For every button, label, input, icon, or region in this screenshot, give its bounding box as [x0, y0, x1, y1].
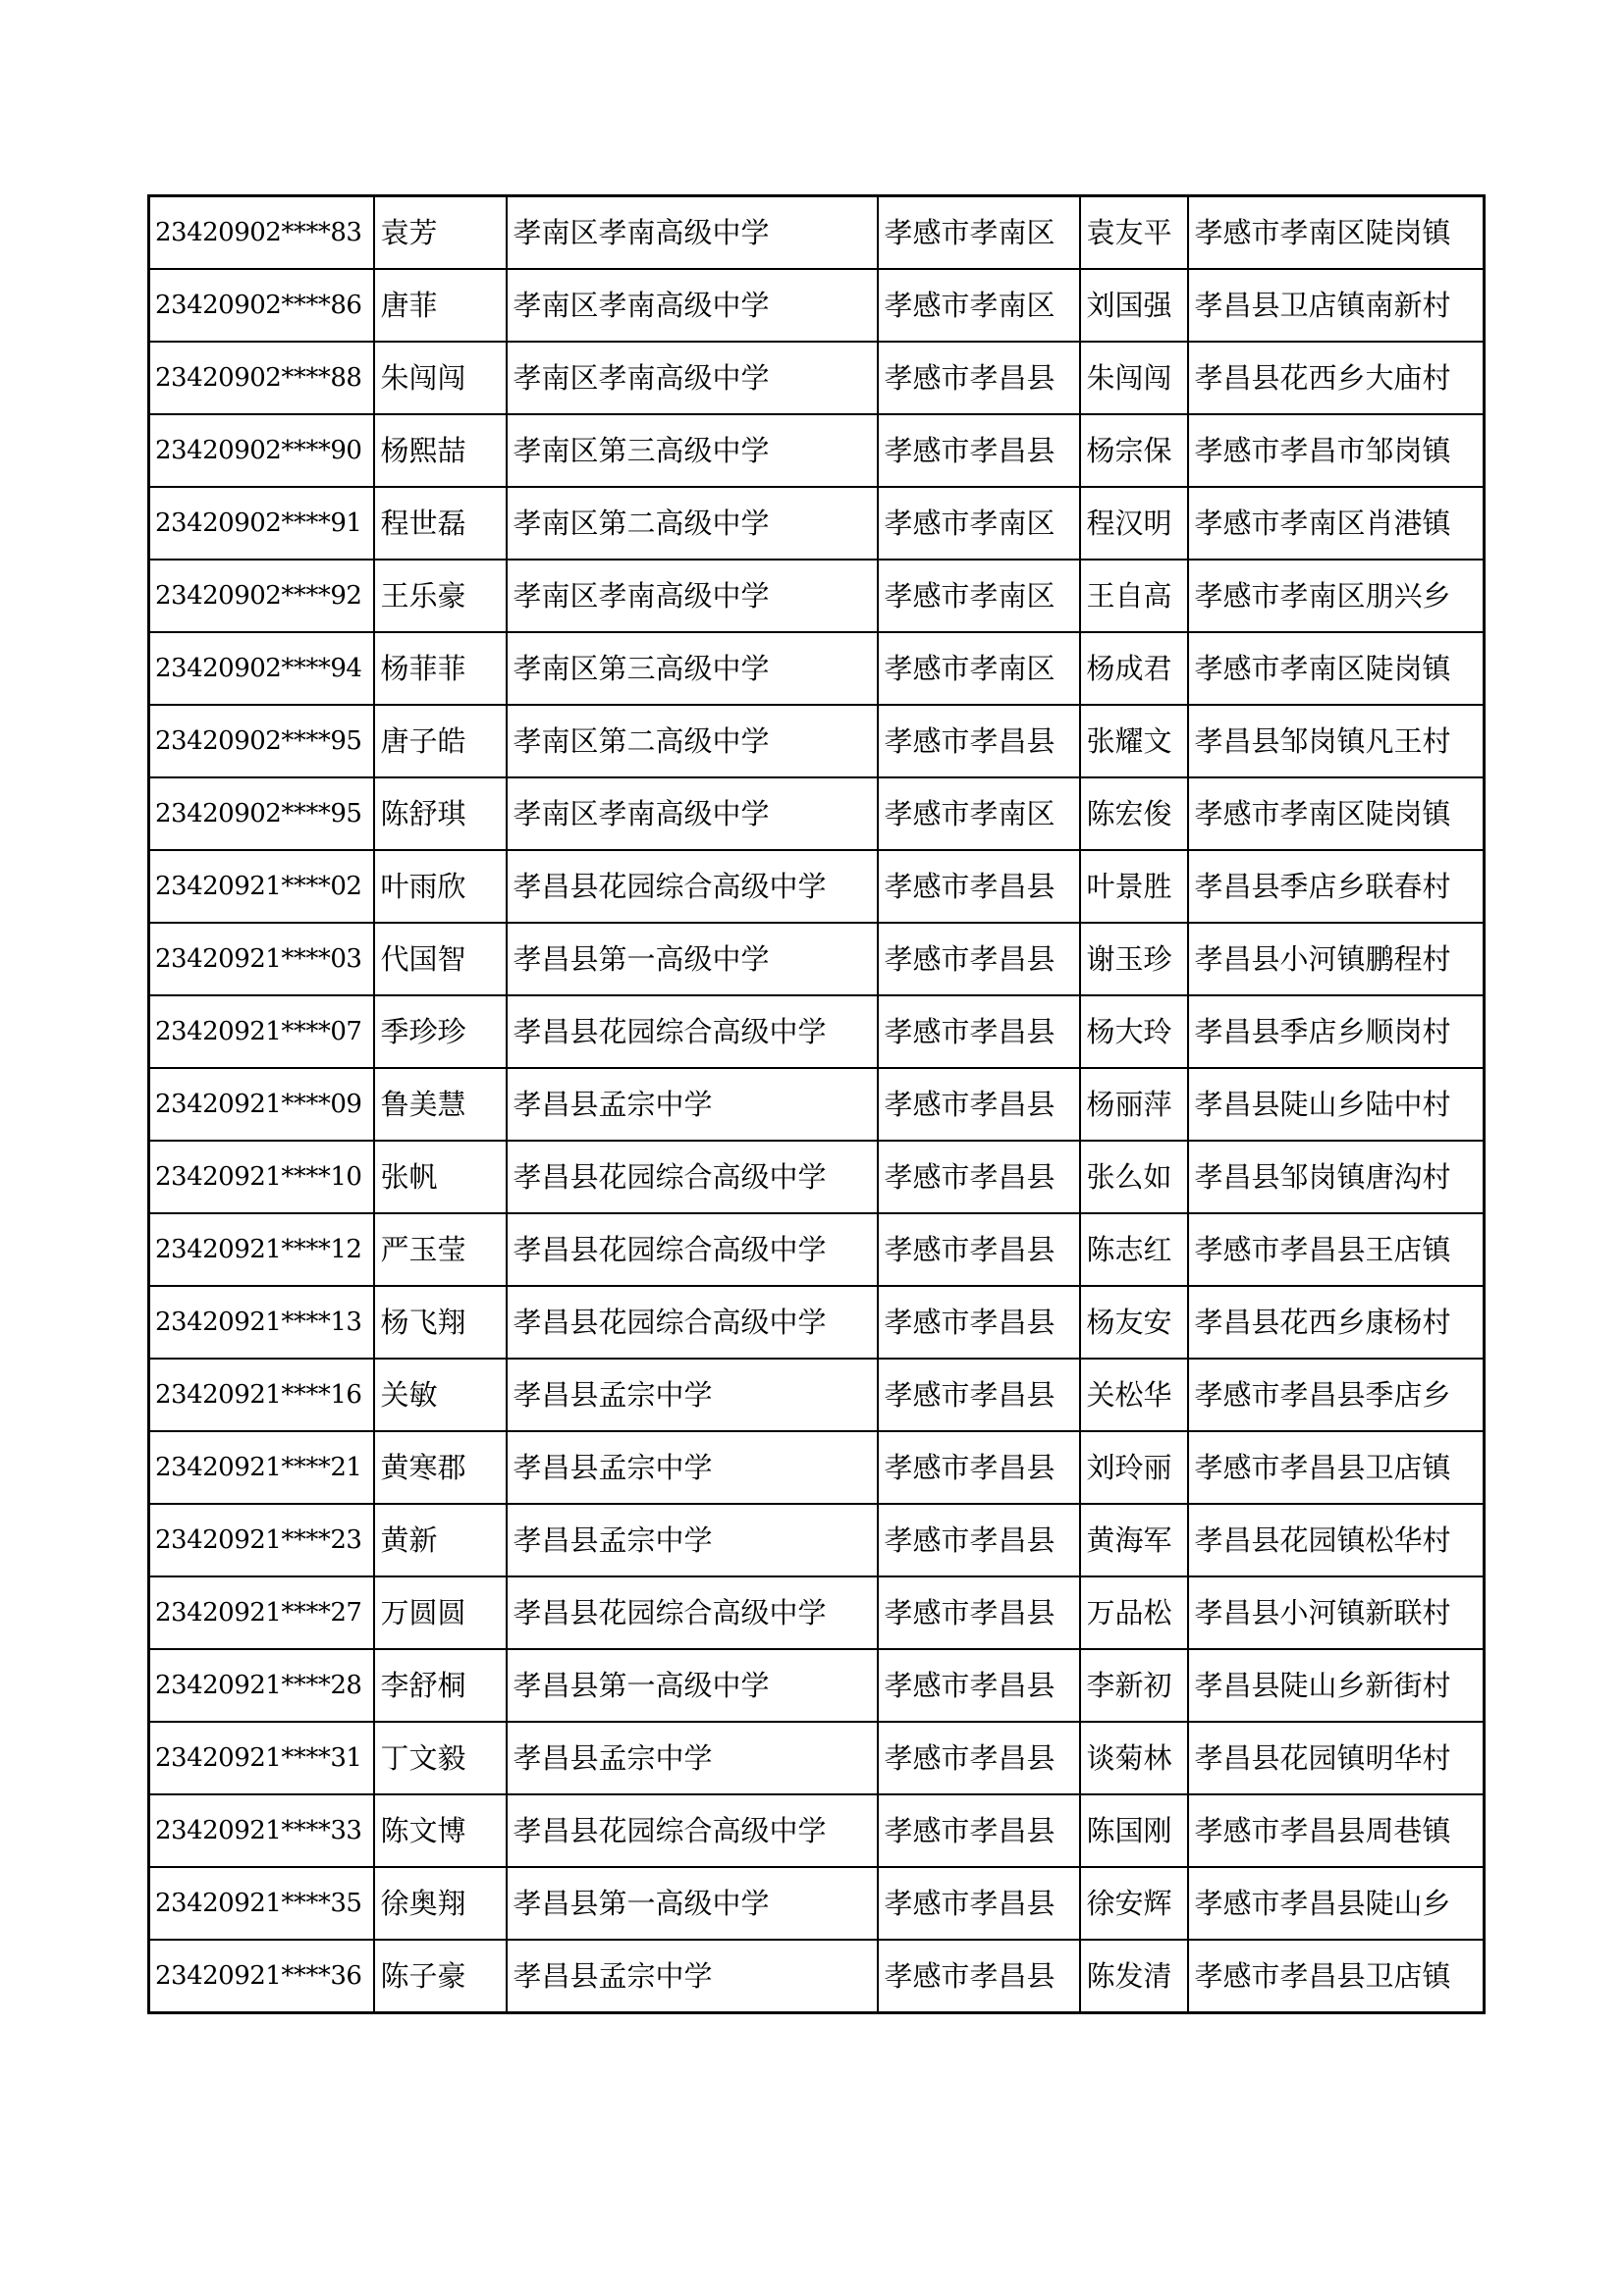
student-id-cell: 23420921****33	[149, 1794, 374, 1867]
guardian-name-cell: 朱闯闯	[1080, 342, 1188, 414]
address-cell: 孝昌县邹岗镇唐沟村	[1188, 1141, 1485, 1213]
student-name-cell: 关敏	[374, 1359, 507, 1431]
student-id-cell: 23420921****36	[149, 1940, 374, 2013]
table-row	[149, 1286, 1485, 1359]
address-cell: 孝昌县花园镇明华村	[1188, 1722, 1485, 1794]
student-name-cell: 唐子皓	[374, 705, 507, 777]
address-cell: 孝感市孝南区陡岗镇	[1188, 632, 1485, 705]
table-row	[149, 632, 1485, 705]
student-id-cell: 23420902****92	[149, 560, 374, 632]
student-id-cell: 23420921****35	[149, 1867, 374, 1940]
student-name-cell: 鲁美慧	[374, 1068, 507, 1141]
address-cell: 孝昌县小河镇鹏程村	[1188, 923, 1485, 995]
student-id-cell: 23420902****90	[149, 414, 374, 487]
school-cell: 孝昌县孟宗中学	[507, 1431, 878, 1504]
region-cell: 孝感市孝南区	[878, 777, 1080, 850]
student-name-cell: 叶雨欣	[374, 850, 507, 923]
address-cell: 孝昌县小河镇新联村	[1188, 1576, 1485, 1649]
region-cell: 孝感市孝昌县	[878, 1794, 1080, 1867]
table-row	[149, 1359, 1485, 1431]
school-cell: 孝昌县第一高级中学	[507, 1867, 878, 1940]
table-row	[149, 1576, 1485, 1649]
student-id-cell: 23420921****28	[149, 1649, 374, 1722]
student-id-cell: 23420902****95	[149, 705, 374, 777]
school-cell: 孝南区孝南高级中学	[507, 196, 878, 270]
guardian-name-cell: 张么如	[1080, 1141, 1188, 1213]
address-cell: 孝昌县花西乡康杨村	[1188, 1286, 1485, 1359]
region-cell: 孝感市孝南区	[878, 632, 1080, 705]
guardian-name-cell: 关松华	[1080, 1359, 1188, 1431]
student-name-cell: 杨熙喆	[374, 414, 507, 487]
region-cell: 孝感市孝昌县	[878, 1431, 1080, 1504]
table-row	[149, 269, 1485, 342]
school-cell: 孝昌县花园综合高级中学	[507, 1141, 878, 1213]
address-cell: 孝昌县花西乡大庙村	[1188, 342, 1485, 414]
region-cell: 孝感市孝昌县	[878, 1504, 1080, 1576]
address-cell: 孝感市孝南区肖港镇	[1188, 487, 1485, 560]
region-cell: 孝感市孝南区	[878, 560, 1080, 632]
student-id-cell: 23420902****86	[149, 269, 374, 342]
address-cell: 孝感市孝南区朋兴乡	[1188, 560, 1485, 632]
student-id-cell: 23420921****27	[149, 1576, 374, 1649]
school-cell: 孝昌县花园综合高级中学	[507, 850, 878, 923]
region-cell: 孝感市孝昌县	[878, 1722, 1080, 1794]
region-cell: 孝感市孝昌县	[878, 1867, 1080, 1940]
school-cell: 孝昌县第一高级中学	[507, 1649, 878, 1722]
guardian-name-cell: 谢玉珍	[1080, 923, 1188, 995]
student-name-cell: 严玉莹	[374, 1213, 507, 1286]
address-cell: 孝感市孝南区陡岗镇	[1188, 777, 1485, 850]
student-name-cell: 代国智	[374, 923, 507, 995]
table-row	[149, 1068, 1485, 1141]
region-cell: 孝感市孝昌县	[878, 1940, 1080, 2013]
student-id-cell: 23420921****23	[149, 1504, 374, 1576]
guardian-name-cell: 袁友平	[1080, 196, 1188, 270]
address-cell: 孝感市孝昌县周巷镇	[1188, 1794, 1485, 1867]
region-cell: 孝感市孝昌县	[878, 1576, 1080, 1649]
school-cell: 孝南区孝南高级中学	[507, 777, 878, 850]
guardian-name-cell: 陈发清	[1080, 1940, 1188, 2013]
region-cell: 孝感市孝昌县	[878, 1141, 1080, 1213]
region-cell: 孝感市孝昌县	[878, 923, 1080, 995]
address-cell: 孝昌县邹岗镇凡王村	[1188, 705, 1485, 777]
student-name-cell: 杨菲菲	[374, 632, 507, 705]
region-cell: 孝感市孝昌县	[878, 1359, 1080, 1431]
student-id-cell: 23420921****03	[149, 923, 374, 995]
guardian-name-cell: 王自高	[1080, 560, 1188, 632]
school-cell: 孝南区第二高级中学	[507, 705, 878, 777]
student-name-cell: 王乐豪	[374, 560, 507, 632]
table-row	[149, 705, 1485, 777]
address-cell: 孝昌县陡山乡新街村	[1188, 1649, 1485, 1722]
table-row	[149, 1794, 1485, 1867]
school-cell: 孝昌县花园综合高级中学	[507, 1576, 878, 1649]
student-name-cell: 陈舒琪	[374, 777, 507, 850]
guardian-name-cell: 黄海军	[1080, 1504, 1188, 1576]
address-cell: 孝昌县季店乡顺岗村	[1188, 995, 1485, 1068]
student-id-cell: 23420921****02	[149, 850, 374, 923]
guardian-name-cell: 陈国刚	[1080, 1794, 1188, 1867]
student-id-cell: 23420921****07	[149, 995, 374, 1068]
guardian-name-cell: 谈菊林	[1080, 1722, 1188, 1794]
table-row	[149, 923, 1485, 995]
guardian-name-cell: 杨成君	[1080, 632, 1188, 705]
address-cell: 孝感市孝昌县季店乡	[1188, 1359, 1485, 1431]
school-cell: 孝昌县孟宗中学	[507, 1940, 878, 2013]
student-id-cell: 23420921****12	[149, 1213, 374, 1286]
guardian-name-cell: 陈宏俊	[1080, 777, 1188, 850]
guardian-name-cell: 刘玲丽	[1080, 1431, 1188, 1504]
student-id-cell: 23420902****83	[149, 196, 374, 270]
guardian-name-cell: 杨大玲	[1080, 995, 1188, 1068]
student-id-cell: 23420921****10	[149, 1141, 374, 1213]
student-id-cell: 23420902****94	[149, 632, 374, 705]
student-name-cell: 季珍珍	[374, 995, 507, 1068]
address-cell: 孝感市孝昌县陡山乡	[1188, 1867, 1485, 1940]
table-row	[149, 1649, 1485, 1722]
school-cell: 孝昌县孟宗中学	[507, 1359, 878, 1431]
student-id-cell: 23420921****21	[149, 1431, 374, 1504]
school-cell: 孝南区第二高级中学	[507, 487, 878, 560]
student-name-cell: 张帆	[374, 1141, 507, 1213]
student-name-cell: 万圆圆	[374, 1576, 507, 1649]
table-row	[149, 1431, 1485, 1504]
region-cell: 孝感市孝昌县	[878, 342, 1080, 414]
guardian-name-cell: 张耀文	[1080, 705, 1188, 777]
student-name-cell: 唐菲	[374, 269, 507, 342]
address-cell: 孝感市孝昌县卫店镇	[1188, 1431, 1485, 1504]
school-cell: 孝昌县花园综合高级中学	[507, 1286, 878, 1359]
table-row	[149, 995, 1485, 1068]
region-cell: 孝感市孝南区	[878, 487, 1080, 560]
roster-table	[147, 194, 1486, 2014]
table-row	[149, 1141, 1485, 1213]
student-id-cell: 23420921****31	[149, 1722, 374, 1794]
guardian-name-cell: 陈志红	[1080, 1213, 1188, 1286]
school-cell: 孝昌县花园综合高级中学	[507, 1213, 878, 1286]
student-id-cell: 23420902****91	[149, 487, 374, 560]
table-row	[149, 414, 1485, 487]
table-row	[149, 1213, 1485, 1286]
region-cell: 孝感市孝昌县	[878, 995, 1080, 1068]
student-name-cell: 朱闯闯	[374, 342, 507, 414]
student-id-cell: 23420921****09	[149, 1068, 374, 1141]
student-name-cell: 黄寒郡	[374, 1431, 507, 1504]
region-cell: 孝感市孝昌县	[878, 850, 1080, 923]
guardian-name-cell: 李新初	[1080, 1649, 1188, 1722]
school-cell: 孝昌县孟宗中学	[507, 1068, 878, 1141]
student-name-cell: 杨飞翔	[374, 1286, 507, 1359]
student-name-cell: 黄新	[374, 1504, 507, 1576]
student-id-cell: 23420921****13	[149, 1286, 374, 1359]
address-cell: 孝昌县卫店镇南新村	[1188, 269, 1485, 342]
guardian-name-cell: 杨丽萍	[1080, 1068, 1188, 1141]
school-cell: 孝昌县第一高级中学	[507, 923, 878, 995]
student-name-cell: 徐奥翔	[374, 1867, 507, 1940]
guardian-name-cell: 杨宗保	[1080, 414, 1188, 487]
school-cell: 孝南区孝南高级中学	[507, 269, 878, 342]
student-id-cell: 23420902****88	[149, 342, 374, 414]
table-row	[149, 1940, 1485, 2013]
guardian-name-cell: 万品松	[1080, 1576, 1188, 1649]
guardian-name-cell: 刘国强	[1080, 269, 1188, 342]
student-name-cell: 陈子豪	[374, 1940, 507, 2013]
student-name-cell: 丁文毅	[374, 1722, 507, 1794]
roster-table-body	[149, 196, 1485, 2013]
address-cell: 孝昌县陡山乡陆中村	[1188, 1068, 1485, 1141]
guardian-name-cell: 程汉明	[1080, 487, 1188, 560]
school-cell: 孝南区孝南高级中学	[507, 560, 878, 632]
guardian-name-cell: 杨友安	[1080, 1286, 1188, 1359]
region-cell: 孝感市孝昌县	[878, 1068, 1080, 1141]
table-row	[149, 196, 1485, 270]
table-row	[149, 850, 1485, 923]
address-cell: 孝昌县花园镇松华村	[1188, 1504, 1485, 1576]
table-row	[149, 777, 1485, 850]
region-cell: 孝感市孝南区	[878, 196, 1080, 270]
student-name-cell: 袁芳	[374, 196, 507, 270]
region-cell: 孝感市孝昌县	[878, 1649, 1080, 1722]
school-cell: 孝昌县孟宗中学	[507, 1504, 878, 1576]
guardian-name-cell: 叶景胜	[1080, 850, 1188, 923]
table-row	[149, 560, 1485, 632]
school-cell: 孝南区孝南高级中学	[507, 342, 878, 414]
school-cell: 孝南区第三高级中学	[507, 632, 878, 705]
address-cell: 孝昌县季店乡联春村	[1188, 850, 1485, 923]
table-row	[149, 1504, 1485, 1576]
region-cell: 孝感市孝南区	[878, 269, 1080, 342]
guardian-name-cell: 徐安辉	[1080, 1867, 1188, 1940]
table-row	[149, 487, 1485, 560]
school-cell: 孝昌县花园综合高级中学	[507, 1794, 878, 1867]
address-cell: 孝感市孝昌县王店镇	[1188, 1213, 1485, 1286]
table-row	[149, 1867, 1485, 1940]
student-name-cell: 程世磊	[374, 487, 507, 560]
table-row	[149, 1722, 1485, 1794]
student-name-cell: 陈文博	[374, 1794, 507, 1867]
student-id-cell: 23420902****95	[149, 777, 374, 850]
table-row	[149, 342, 1485, 414]
region-cell: 孝感市孝昌县	[878, 705, 1080, 777]
region-cell: 孝感市孝昌县	[878, 414, 1080, 487]
student-name-cell: 李舒桐	[374, 1649, 507, 1722]
address-cell: 孝感市孝昌市邹岗镇	[1188, 414, 1485, 487]
school-cell: 孝昌县孟宗中学	[507, 1722, 878, 1794]
region-cell: 孝感市孝昌县	[878, 1286, 1080, 1359]
address-cell: 孝感市孝昌县卫店镇	[1188, 1940, 1485, 2013]
school-cell: 孝南区第三高级中学	[507, 414, 878, 487]
school-cell: 孝昌县花园综合高级中学	[507, 995, 878, 1068]
student-id-cell: 23420921****16	[149, 1359, 374, 1431]
region-cell: 孝感市孝昌县	[878, 1213, 1080, 1286]
address-cell: 孝感市孝南区陡岗镇	[1188, 196, 1485, 270]
